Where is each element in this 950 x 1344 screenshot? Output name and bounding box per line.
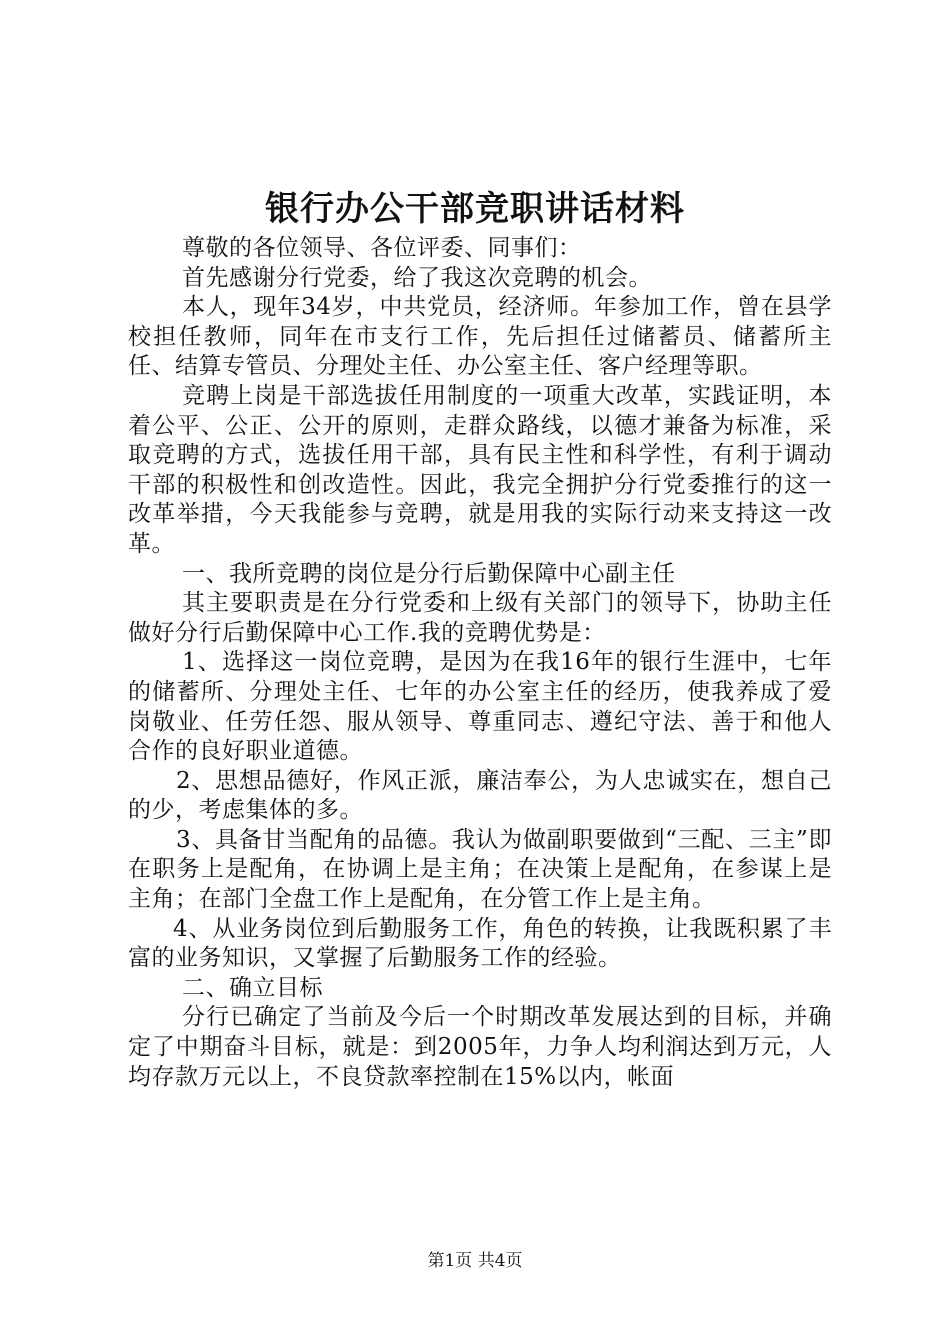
heading-goals: 二、确立目标 xyxy=(182,974,323,1001)
paragraph-advantage-2: 2、思想品德好，作风正派，廉洁奉公，为人忠诚实在，想自己的少，考虑集体的多。 xyxy=(128,767,832,824)
paragraph-self-intro: 本人，现年34岁，中共党员，经济师。年参加工作，曾在县学校担任教师，同年在市支行工作，先后担任过储蓄员、储蓄所主任、结算专管员、分理处主任、办公室主任、客户经理等职。 xyxy=(128,294,832,380)
paragraph-advantage-1: 1、选择这一岗位竞聘，是因为在我16年的银行生涯中，七年的储蓄所、分理处主任、七年的办公室主任的经历，使我养成了爱岗敬业、任劳任怨、服从领导、尊重同志、遵纪守法、善于和他人合作的良好职业道德。 xyxy=(128,649,832,765)
document-title: 银行办公干部竞职讲话材料 xyxy=(265,189,685,229)
heading-position: 一、我所竞聘的岗位是分行后勤保障中心副主任 xyxy=(182,560,676,587)
paragraph-reform-support: 竞聘上岗是干部选拔任用制度的一项重大改革，实践证明，本着公平、公正、公开的原则，走群众路线，以德才兼备为标准，采取竞聘的方式，选拔任用干部，具有民主性和科学性，有利于调动干部的积极性和创改造性。因此，我完全拥护分行党委推行的这一改革举措，今天我能参与竞聘，就是用我的实际行动来支持这一改革。 xyxy=(128,382,832,557)
paragraph-goals: 分行已确定了当前及今后一个时期改革发展达到的目标，并确定了中期奋斗目标，就是：到2005年，力争人均利润达到万元，人均存款万元以上，不良贷款率控制在15%以内，帐面 xyxy=(128,1004,832,1090)
paragraph-thanks: 首先感谢分行党委，给了我这次竞聘的机会。 xyxy=(182,264,652,291)
page-footer: 第1页 共4页 xyxy=(427,1251,523,1271)
paragraph-duties: 其主要职责是在分行党委和上级有关部门的领导下，协助主任做好分行后勤保障中心工作.我的竞聘优势是： xyxy=(128,590,832,646)
paragraph-advantage-3: 3、具备甘当配角的品德。我认为做副职要做到“三配、三主”即在职务上是配角，在协调上是主角；在决策上是配角，在参谋上是主角；在部门全盘工作上是配角，在分管工作上是主角。 xyxy=(128,826,832,913)
paragraph-salutation: 尊敬的各位领导、各位评委、同事们： xyxy=(182,235,582,261)
paragraph-advantage-4: 4、从业务岗位到后勤服务工作，角色的转换，让我既积累了丰富的业务知识，又掌握了后勤服务工作的经验。 xyxy=(128,915,832,972)
document-body xyxy=(128,234,832,1092)
